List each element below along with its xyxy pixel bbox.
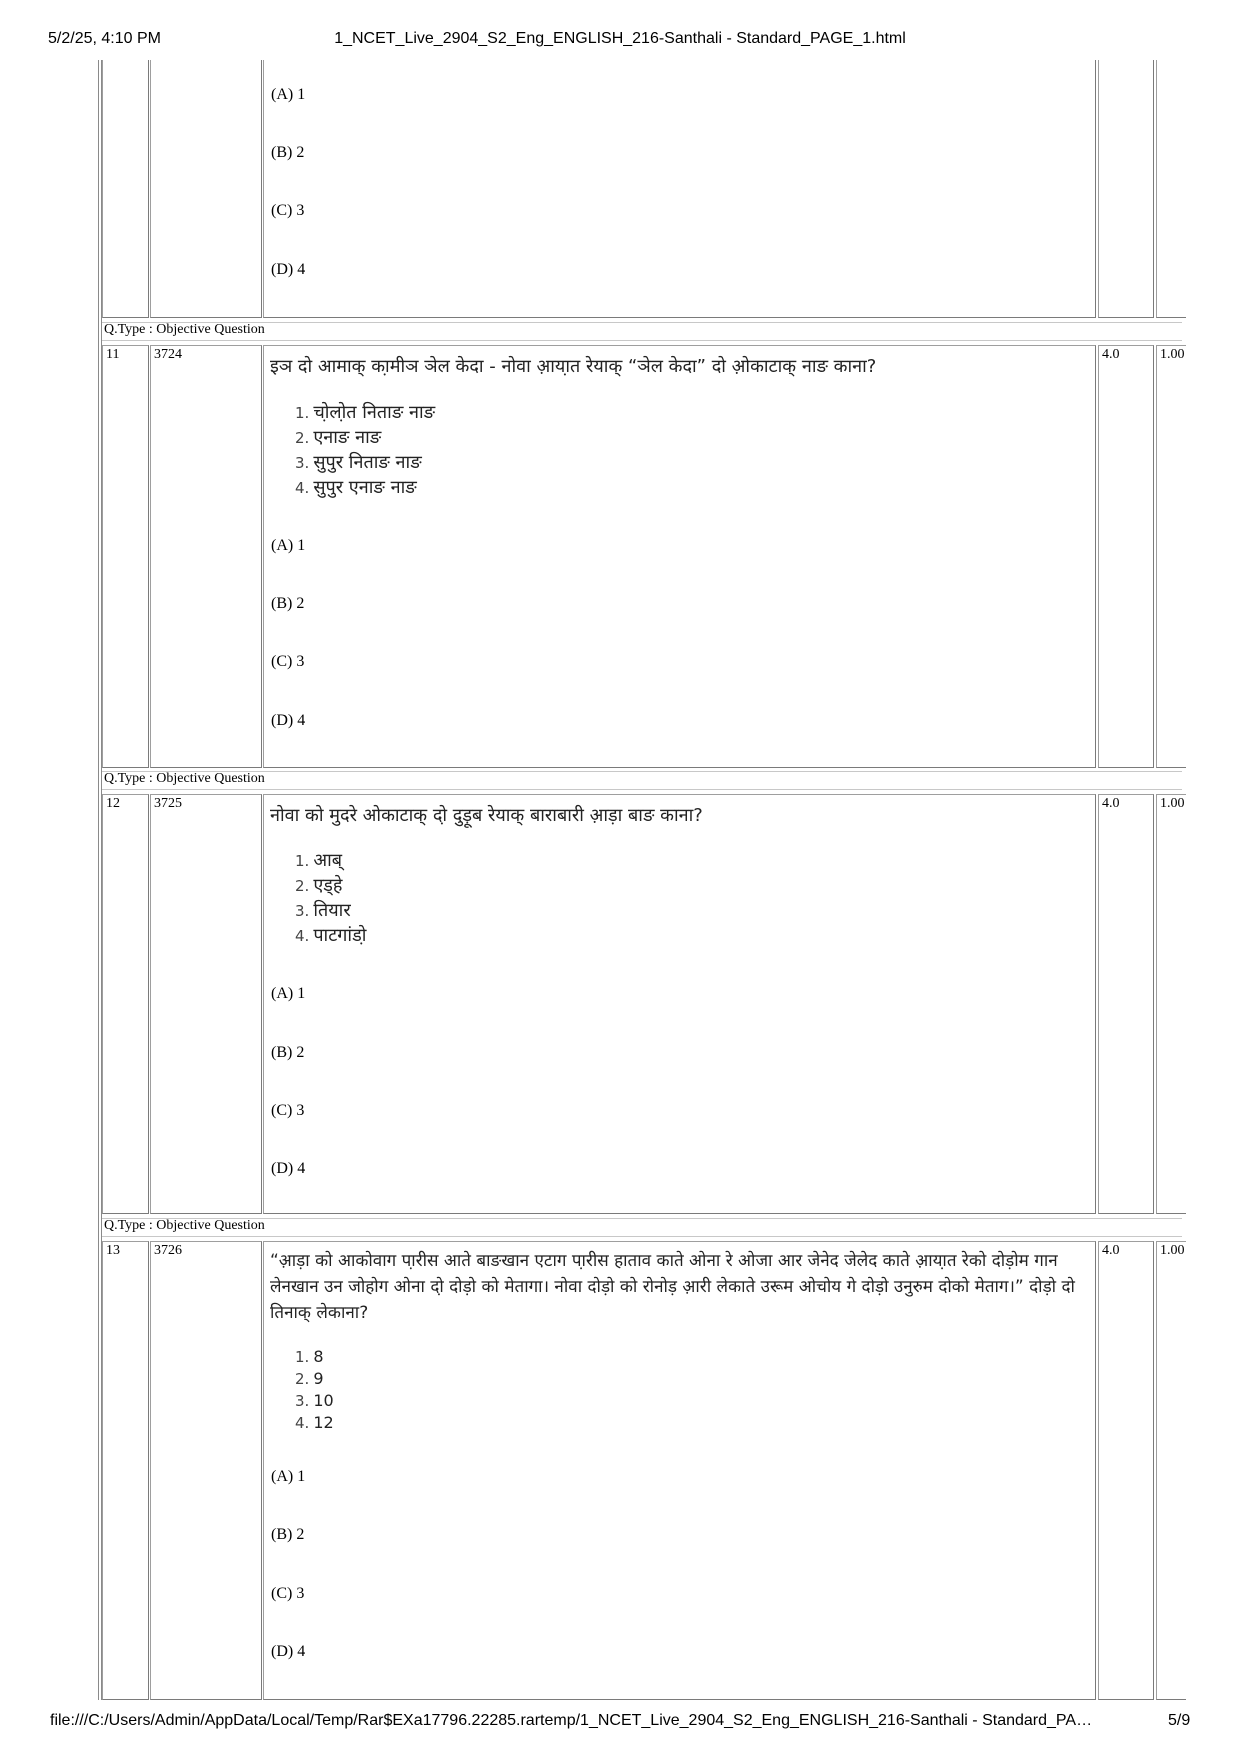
option-number: 3. bbox=[295, 1392, 310, 1410]
option-text: पाटगांडो़ bbox=[313, 925, 367, 946]
answer-option-a: (A) 1 bbox=[271, 1468, 306, 1485]
option-item bbox=[295, 898, 366, 923]
serial-number: 11 bbox=[106, 347, 120, 362]
option-number: 3. bbox=[295, 902, 310, 920]
answer-option-b: (B) 2 bbox=[271, 595, 305, 612]
option-text: तियार bbox=[313, 900, 351, 921]
option-text: 10 bbox=[313, 1391, 334, 1410]
option-item bbox=[295, 1412, 334, 1434]
option-text: आब् bbox=[313, 850, 342, 871]
option-item bbox=[295, 923, 366, 948]
option-text: 8 bbox=[313, 1347, 324, 1366]
answer-option-a: (A) 1 bbox=[271, 985, 306, 1002]
document-title: 1_NCET_Live_2904_S2_Eng_ENGLISH_216-Santhali - Standard_PAGE_1.html bbox=[334, 30, 906, 47]
answer-option-d: (D) 4 bbox=[271, 261, 306, 278]
question-type-label: Q.Type : Objective Question bbox=[104, 322, 265, 337]
marks-cell bbox=[1098, 794, 1154, 1214]
option-item bbox=[295, 475, 435, 500]
qid-cell bbox=[150, 794, 262, 1214]
marks-value: 4.0 bbox=[1102, 1243, 1120, 1258]
question-text: नोवा को मुदरे ओकाटाक् दो़ दुड़ूब रेयाक् बाराबारी आ़ड़ा बाङ काना? bbox=[270, 805, 703, 826]
answer-option-d: (D) 4 bbox=[271, 712, 306, 729]
option-number: 2. bbox=[295, 877, 310, 895]
divider bbox=[102, 340, 1182, 341]
answer-option-b: (B) 2 bbox=[271, 1526, 305, 1543]
option-text: चो़लो़त निताङ नाङ bbox=[313, 402, 436, 423]
sno-cell bbox=[102, 1241, 149, 1700]
page-number: 5/9 bbox=[1168, 1712, 1191, 1729]
negative-marks-value: 1.00 bbox=[1160, 1243, 1184, 1258]
negative-marks-value: 1.00 bbox=[1160, 796, 1184, 811]
print-datetime: 5/2/25, 4:10 PM bbox=[48, 30, 161, 47]
option-number: 1. bbox=[295, 404, 310, 422]
question-cell bbox=[263, 794, 1096, 1214]
marks-cell bbox=[1098, 60, 1154, 318]
option-item bbox=[295, 1346, 334, 1368]
negative-cell bbox=[1156, 60, 1186, 318]
serial-number: 12 bbox=[106, 796, 120, 811]
option-text: एनाङ नाङ bbox=[313, 427, 382, 448]
option-text: सुपुर निताङ नाङ bbox=[313, 452, 422, 473]
answer-option-a: (A) 1 bbox=[271, 86, 306, 103]
qid-cell bbox=[150, 60, 262, 318]
question-text: “आ़ड़ा को आकोवाग पा़रीस आते बाङखान एटाग पा़रीस हाताव काते ओना रे ओजा आर जेनेद जेलेद काते आ़या़त रेको दोड़ोम गान लेनखान उन जोहोग ओना दो़ दोड़ो को मेतागा। नोवा दोड़ो को रोनोड़ आ़री लेकाते उरूम ओचोय गे दोड़ो उनुरुम दोको मेताग।” दोड़ो दो तिनाक् लेकाना? bbox=[270, 1251, 1075, 1323]
answer-option-c: (C) 3 bbox=[271, 653, 305, 670]
option-number: 4. bbox=[295, 1414, 310, 1432]
sno-cell bbox=[102, 60, 149, 318]
option-item bbox=[295, 848, 366, 873]
option-item bbox=[295, 450, 435, 475]
option-number: 1. bbox=[295, 852, 310, 870]
question-id: 3724 bbox=[154, 347, 182, 362]
option-text: 12 bbox=[313, 1413, 334, 1432]
question-cell bbox=[263, 60, 1096, 318]
marks-value: 4.0 bbox=[1102, 796, 1120, 811]
qid-cell bbox=[150, 1241, 262, 1700]
option-item bbox=[295, 400, 435, 425]
question-id: 3725 bbox=[154, 796, 182, 811]
option-list bbox=[295, 1346, 334, 1434]
option-number: 4. bbox=[295, 479, 310, 497]
marks-cell bbox=[1098, 1241, 1154, 1700]
negative-cell bbox=[1156, 345, 1186, 768]
file-path: file:///C:/Users/Admin/AppData/Local/Temp/Rar$EXa17796.22285.rartemp/1_NCET_Live_2904_S2_Eng_ENGLISH_216-Santhali - Standard_PA… bbox=[50, 1712, 1093, 1729]
answer-option-a: (A) 1 bbox=[271, 537, 306, 554]
answer-option-c: (C) 3 bbox=[271, 1102, 305, 1119]
option-text: सुपुर एनाङ नाङ bbox=[313, 477, 417, 498]
question-type-label: Q.Type : Objective Question bbox=[104, 771, 265, 786]
sno-cell bbox=[102, 345, 149, 768]
option-item bbox=[295, 873, 366, 898]
sno-cell bbox=[102, 794, 149, 1214]
negative-cell bbox=[1156, 794, 1186, 1214]
option-number: 2. bbox=[295, 429, 310, 447]
negative-cell bbox=[1156, 1241, 1186, 1700]
answer-option-b: (B) 2 bbox=[271, 144, 305, 161]
marks-cell bbox=[1098, 345, 1154, 768]
qid-cell bbox=[150, 345, 262, 768]
answer-option-d: (D) 4 bbox=[271, 1643, 306, 1660]
answer-option-c: (C) 3 bbox=[271, 1585, 305, 1602]
option-number: 1. bbox=[295, 1348, 310, 1366]
option-item bbox=[295, 1390, 334, 1412]
marks-value: 4.0 bbox=[1102, 347, 1120, 362]
option-number: 3. bbox=[295, 454, 310, 472]
option-number: 2. bbox=[295, 1370, 310, 1388]
left-border bbox=[98, 60, 99, 1700]
question-text: इञ दो आमाक् का़मीञ ञेल केदा - नोवा आ़या़त रेयाक् “ञेल केदा” दो ओ़काटाक् नाङ काना? bbox=[270, 356, 877, 377]
question-id: 3726 bbox=[154, 1243, 182, 1258]
answer-option-d: (D) 4 bbox=[271, 1160, 306, 1177]
answer-option-c: (C) 3 bbox=[271, 202, 305, 219]
option-text: 9 bbox=[313, 1369, 324, 1388]
option-list bbox=[295, 400, 435, 500]
negative-marks-value: 1.00 bbox=[1160, 347, 1184, 362]
option-list bbox=[295, 848, 366, 948]
option-number: 4. bbox=[295, 927, 310, 945]
divider bbox=[102, 789, 1182, 790]
divider bbox=[102, 1236, 1182, 1237]
answer-option-b: (B) 2 bbox=[271, 1044, 305, 1061]
option-item bbox=[295, 1368, 334, 1390]
option-text: एड्हे bbox=[313, 875, 343, 896]
question-type-label: Q.Type : Objective Question bbox=[104, 1218, 265, 1233]
option-item bbox=[295, 425, 435, 450]
serial-number: 13 bbox=[106, 1243, 120, 1258]
